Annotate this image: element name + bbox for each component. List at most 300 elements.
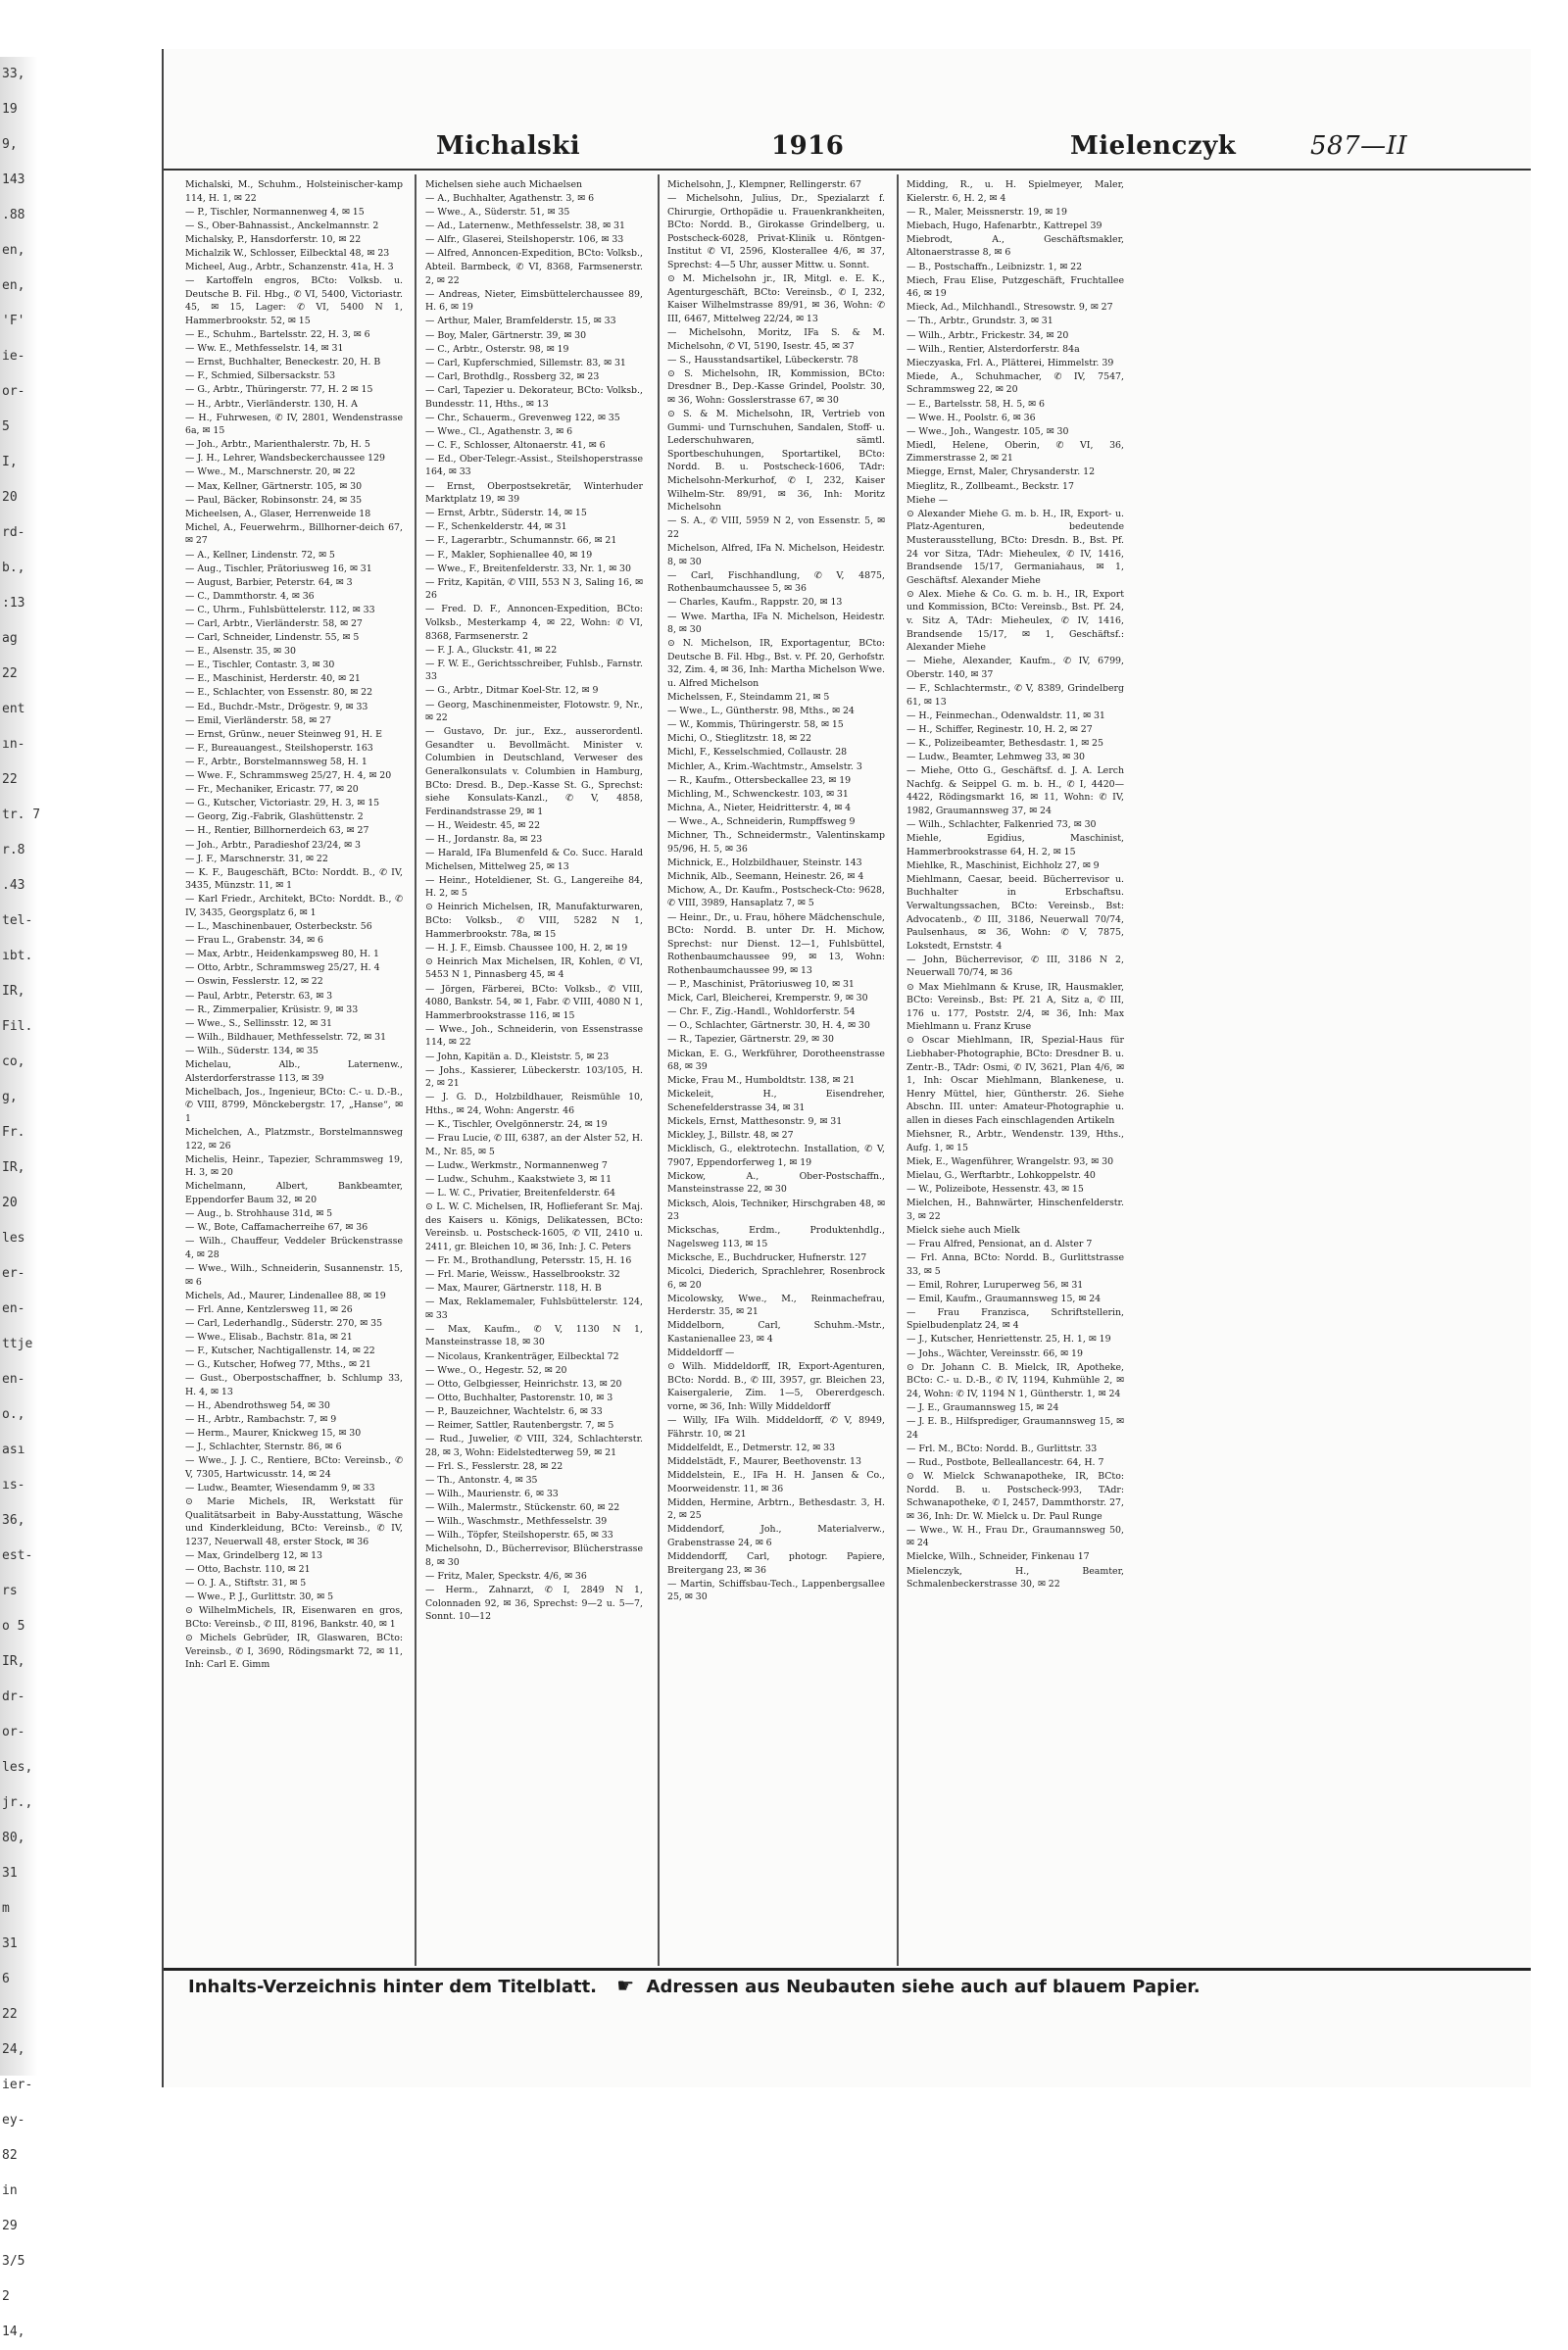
directory-entry: Micksche, E., Buchdrucker, Hufnerstr. 127 — [667, 1251, 867, 1263]
directory-entry: — Wwe., Elisab., Bachstr. 81a, ✉ 21 — [185, 1331, 353, 1343]
margin-fragment: 80, — [2, 1831, 25, 1845]
directory-entry: — Ernst, Arbtr., Süderstr. 14, ✉ 15 — [425, 508, 587, 519]
directory-entry: — John, Bücherrevisor, ✆ III, 3186 N 2, Neuerwall 70/74, ✉ 36 — [906, 954, 1124, 979]
margin-fragment: 6 — [2, 1972, 10, 1986]
margin-fragment: ıs- — [2, 1478, 25, 1493]
margin-fragment: les — [2, 1231, 25, 1246]
directory-entry: — J., Kutscher, Henriettenstr. 25, H. 1, ✉ 19 — [906, 1334, 1111, 1346]
directory-entry: — Herm., Zahnarzt, ✆ I, 2849 N 1, Colonnaden 92, ✉ 36, Sprechst: 9—2 u. 5—7, Sonnt. 10—12 — [425, 1585, 643, 1623]
directory-entry: — Fr. M., Brothandlung, Petersstr. 15, H. 16 — [425, 1254, 632, 1266]
directory-entry: Michelau, Alb., Laternenw., Alsterdorferstrasse 113, ✉ 39 — [185, 1059, 403, 1084]
directory-entry: — Georg, Maschinenmeister, Flotowstr. 9, Nr., ✉ 22 — [425, 699, 643, 724]
directory-entry: — Wilh., Süderstr. 134, ✉ 35 — [185, 1045, 318, 1056]
directory-entry: — Carl, Lederhandlg., Süderstr. 270, ✉ 35 — [185, 1317, 383, 1329]
directory-entry: — Frl. Anna, BCto: Nordd. B., Gurlittstrasse 33, ✉ 5 — [906, 1251, 1124, 1277]
directory-entry: — Paul, Arbtr., Peterstr. 63, ✉ 3 — [185, 990, 333, 1002]
directory-entry: — H., Rentier, Billhornerdeich 63, ✉ 27 — [185, 825, 369, 837]
directory-entry: Micklisch, G., elektrotechn. Installation, ✆ V, 7907, Eppendorferweg 1, ✉ 19 — [667, 1144, 885, 1168]
directory-entry: ⊙ W. Mielck Schwanapotheke, IR, BCto: Nordd. B. u. Postscheck-993, TAdr: Schwanapotheke, ✆ I, 2457, Dammthorstr. 27, ✉ 36, Inh: Dr. W. Mielck u. Dr. Paul Runge — [906, 1470, 1124, 1522]
directory-entry: — Emil, Vierländerstr. 58, ✉ 27 — [185, 714, 331, 726]
header-last-entry: Mielenczyk — [1070, 131, 1237, 161]
directory-entry: — R., Zimmerpalier, Krüsistr. 9, ✉ 33 — [185, 1004, 359, 1015]
directory-entry: — Jörgen, Färberei, BCto: Volksb., ✆ VIII, 4080, Bankstr. 54, ✉ 1, Fabr. ✆ VIII, 4080 N 1, Hammerbrookstrasse 116, ✉ 15 — [425, 983, 643, 1021]
directory-entry: Miehsner, R., Arbtr., Wendenstr. 139, Hths., Aufg. 1, ✉ 15 — [906, 1129, 1124, 1153]
directory-entry: Miehle, Egidius, Maschinist, Hammerbrookstrasse 64, H. 2, ✉ 15 — [906, 833, 1124, 857]
directory-entry: Michi, O., Stieglitzstr. 18, ✉ 22 — [667, 733, 812, 745]
directory-entry: — Joh., Arbtr., Paradieshof 23/24, ✉ 3 — [185, 839, 361, 851]
directory-entry: — Ernst, Buchhalter, Beneckestr. 20, H. B — [185, 357, 381, 368]
directory-entry: — Otto, Bachstr. 110, ✉ 21 — [185, 1563, 311, 1575]
margin-fragment: ası — [2, 1443, 25, 1457]
margin-fragment: r.8 — [2, 843, 25, 857]
margin-fragment: 3/5 — [2, 2254, 25, 2269]
directory-entry: — W., Bote, Caffamacherreihe 67, ✉ 36 — [185, 1222, 368, 1234]
directory-entry: — Wwe., O., Hegestr. 52, ✉ 20 — [425, 1364, 567, 1376]
directory-entry: — F., Bureauangest., Steilshoperstr. 163 — [185, 742, 373, 754]
directory-entry: Michl, F., Kesselschmied, Collaustr. 28 — [667, 747, 848, 759]
directory-entry: — C., Dammthorstr. 4, ✉ 36 — [185, 590, 315, 602]
directory-entry: — Th., Arbtr., Grundstr. 3, ✉ 31 — [906, 316, 1054, 327]
directory-entry: — Michelsohn, Julius, Dr., Spezialarzt f. Chirurgie, Orthopädie u. Frauenkrankheiten, BCto: Nordd. B., Girokasse Grindelberg, u. Postscheck-6028, Privat-Klinik u. Röntgen-Institut ✆ VI, 2596, Klosterallee 4/6, ✉ 37, Sprechst: 4—5 Uhr, ausser Mittw. u. Sonnt. — [667, 193, 885, 271]
margin-fragment: I, — [2, 455, 18, 469]
adjacent-page-margin — [0, 57, 41, 2339]
directory-entry: — John, Kapitän a. D., Kleiststr. 5, ✉ 23 — [425, 1051, 610, 1062]
directory-entry: — Rud., Juwelier, ✆ VIII, 324, Schlachterstr. 28, ✉ 3, Wohn: Eidelstedterweg 59, ✉ 21 — [425, 1434, 643, 1458]
margin-fragment: 14, — [2, 2325, 25, 2339]
directory-entry: — W., Polizeibote, Hessenstr. 43, ✉ 15 — [906, 1183, 1084, 1195]
directory-entry: — J. E., Graumannsweg 15, ✉ 24 — [906, 1401, 1059, 1413]
directory-entry: — C. F., Schlosser, Altonaerstr. 41, ✉ 6 — [425, 439, 606, 451]
directory-entry: Michelsohn, J., Klempner, Rellingerstr. 67 — [667, 179, 861, 190]
directory-entry: ⊙ L. W. C. Michelsen, IR, Hoflieferant Sr. Maj. des Kaisers u. Königs, Delikatessen, BCto: Vereinsb. u. Postscheck-1605, ✆ VII, 2410 u. 2411, gr. Bleichen 10, ✉ 36, Inh: J. C. Peters — [425, 1201, 643, 1252]
column-divider — [658, 174, 660, 1966]
directory-entry: Mielcke, Wilh., Schneider, Finkenau 17 — [906, 1551, 1090, 1563]
directory-entry: — H., Jordanstr. 8a, ✉ 23 — [425, 834, 543, 845]
footer-new-buildings-note: Adressen aus Neubauten siehe auch auf blauem Papier. — [646, 1977, 1200, 1997]
directory-entry: Mielau, G., Werftarbtr., Lohkoppelstr. 40 — [906, 1169, 1096, 1181]
margin-fragment: m — [2, 1901, 10, 1916]
footer-rule — [164, 1968, 1531, 1971]
directory-entry: — Johs., Kassierer, Lübeckerstr. 103/105, H. 2, ✉ 21 — [425, 1064, 643, 1090]
directory-entry: — Miehe, Alexander, Kaufm., ✆ IV, 6799, Oberstr. 140, ✉ 37 — [906, 656, 1124, 680]
directory-entry: — Carl, Tapezier u. Dekorateur, BCto: Volksb., Bundesstr. 11, Hths., ✉ 13 — [425, 384, 643, 410]
directory-entry: Mielchen, H., Bahnwärter, Hinschenfelderstr. 3, ✉ 22 — [906, 1198, 1124, 1222]
directory-entry: — Wilh., Chauffeur, Veddeler Brückenstrasse 4, ✉ 28 — [185, 1236, 403, 1260]
directory-entry: — Emil, Kaufm., Graumannsweg 15, ✉ 24 — [906, 1293, 1102, 1304]
directory-entry: — J. G. D., Holzbildhauer, Reismühle 10, Hths., ✉ 24, Wohn: Angerstr. 46 — [425, 1092, 643, 1116]
directory-entry: Michna, A., Nieter, Heidritterstr. 4, ✉ 4 — [667, 802, 852, 813]
directory-entry: Michler, A., Krim.-Wachtmstr., Amselstr. 3 — [667, 760, 862, 772]
directory-entry: — Frau L., Grabenstr. 34, ✉ 6 — [185, 935, 323, 947]
margin-fragment: rd- — [2, 525, 25, 540]
directory-entry: — E., Bartelsstr. 58, H. 5, ✉ 6 — [906, 398, 1045, 410]
directory-entry: ⊙ Max Miehlmann & Kruse, IR, Hausmakler, BCto: Vereinsb., Bst: Pf. 21 A, Sitz a, ✆ III, 176 u. 177, Poststr. 2/4, ✉ 36, Inh: Max Miehlmann u. Franz Kruse — [906, 981, 1124, 1033]
directory-entry: — Fritz, Kapitän, ✆ VIII, 553 N 3, Saling 16, ✉ 26 — [425, 576, 643, 602]
directory-entry: — Oswin, Fesslerstr. 12, ✉ 22 — [185, 976, 323, 988]
directory-entry: Miech, Frau Elise, Putzgeschäft, Fruchtallee 46, ✉ 19 — [906, 274, 1124, 300]
directory-entry: Miebrodt, A., Geschäftsmakler, Altonaerstrasse 8, ✉ 6 — [906, 233, 1124, 259]
directory-entry: — Alfr., Glaserei, Steilshoperstr. 106, ✉ 33 — [425, 234, 624, 246]
margin-fragment: 20 — [2, 490, 18, 505]
directory-entry: — F., Lagerarbtr., Schumannstr. 66, ✉ 21 — [425, 535, 617, 547]
directory-entry: — Carl, Schneider, Lindenstr. 55, ✉ 5 — [185, 632, 360, 644]
margin-fragment: 29 — [2, 2219, 18, 2233]
directory-entry: — S., Ober-Bahnassist., Anckelmannstr. 2 — [185, 220, 379, 231]
directory-entry: Middelborn, Carl, Schuhm.-Mstr., Kastanienallee 23, ✉ 4 — [667, 1320, 885, 1345]
directory-entry: — O. J. A., Stiftstr. 31, ✉ 5 — [185, 1578, 307, 1590]
page-number: 587—II — [1310, 131, 1408, 161]
header-rule — [164, 169, 1531, 171]
margin-fragment: est- — [2, 1548, 33, 1563]
directory-entry: — F., Makler, Sophienallee 40, ✉ 19 — [425, 549, 593, 561]
directory-entry: Michelmann, Albert, Bankbeamter, Eppendorfer Baum 32, ✉ 20 — [185, 1181, 403, 1205]
directory-entry: — F., Schenkelderstr. 44, ✉ 31 — [425, 521, 567, 533]
directory-entry: — Frl. Marie, Weissw., Hasselbrookstr. 32 — [425, 1269, 620, 1280]
margin-fragment: o., — [2, 1407, 25, 1422]
directory-entry: — F. J. A., Gluckstr. 41, ✉ 22 — [425, 644, 558, 656]
directory-entry: — J., Schlachter, Sternstr. 86, ✉ 6 — [185, 1442, 342, 1453]
directory-entry: — Herm., Maurer, Knickweg 15, ✉ 30 — [185, 1428, 362, 1440]
margin-fragment: tr. 7 — [2, 808, 41, 822]
directory-entry: — G., Kutscher, Victoriastr. 29, H. 3, ✉ 15 — [185, 798, 380, 809]
directory-entry: — S. A., ✆ VIII, 5959 N 2, von Essenstr. 5, ✉ 22 — [667, 515, 885, 540]
directory-entry: — Gust., Oberpostschaffner, b. Schlump 33, H. 4, ✉ 13 — [185, 1373, 403, 1397]
directory-entry: — E., Alsenstr. 35, ✉ 30 — [185, 646, 296, 658]
directory-entry: — G., Arbtr., Thüringerstr. 77, H. 2 ✉ 15 — [185, 384, 373, 396]
directory-entry: — Emil, Rohrer, Luruperweg 56, ✉ 31 — [906, 1279, 1084, 1291]
directory-entry: — Wilh., Malermstr., Stückenstr. 60, ✉ 22 — [425, 1502, 620, 1514]
column-3 — [667, 178, 885, 1962]
directory-entry: Mickow, A., Ober-Postschaffn., Mansteinstrasse 22, ✉ 30 — [667, 1170, 885, 1196]
margin-fragment: ie- — [2, 349, 25, 364]
directory-entry: Mickeleit, H., Eisendreher, Schenefelderstrasse 34, ✉ 31 — [667, 1089, 885, 1113]
directory-entry: — Wwe., S., Sellinsstr. 12, ✉ 31 — [185, 1017, 332, 1029]
margin-fragment: les, — [2, 1760, 33, 1775]
margin-fragment: co, — [2, 1054, 25, 1069]
directory-entry: ⊙ N. Michelson, IR, Exportagentur, BCto: Deutsche B. Fil. Hbg., Bst. v. Pf. 20, Gerhofstr. 32, Zim. 4, ✉ 36, Inh: Martha Michelson Wwe. u. Alfred Michelson — [667, 638, 885, 689]
directory-entry: — Otto, Buchhalter, Pastorenstr. 10, ✉ 3 — [425, 1392, 613, 1403]
directory-entry: — Rud., Postbote, Belleallancestr. 64, H. 7 — [906, 1456, 1104, 1468]
directory-entry: Michnik, Alb., Seemann, Heinestr. 26, ✉ 4 — [667, 870, 864, 882]
margin-fragment: en- — [2, 1301, 25, 1316]
directory-entry: — Carl, Kupferschmied, Sillemstr. 83, ✉ 31 — [425, 357, 626, 368]
directory-entry: — Ludw., Schuhm., Kaakstwiete 3, ✉ 11 — [425, 1173, 612, 1185]
column-1 — [185, 178, 403, 1962]
directory-entry: Micheel, Aug., Arbtr., Schanzenstr. 41a, H. 3 — [185, 262, 394, 273]
directory-entry: Michow, A., Dr. Kaufm., Postscheck-Cto: 9628, ✆ VIII, 3989, Hansaplatz 7, ✉ 5 — [667, 884, 885, 909]
margin-fragment: en, — [2, 243, 25, 258]
directory-entry: — Frau Alfred, Pensionat, an d. Alster 7 — [906, 1238, 1093, 1249]
directory-entry: Michnick, E., Holzbildhauer, Steinstr. 143 — [667, 857, 862, 868]
directory-entry: ⊙ Oscar Miehlmann, IR, Spezial-Haus für Liebhaber-Photographie, BCto: Dresdner B. u. Zentr.-B., TAdr: Osmi, ✆ IV, 3621, Plan 4/6, ✉ 1, Inh: Oscar Miehlmann, Blankenese, u. Henry Müttel, hier, Güntherstr. 26. Siehe Abschn. III. unter: Amateur-Photographie u. allen in dieses Fach einschlagenden Artikeln — [906, 1035, 1124, 1126]
directory-entry: — Andreas, Nieter, Eimsbüttelerchaussee 89, H. 6, ✉ 19 — [425, 288, 643, 314]
directory-entry: — Wwe., Cl., Agathenstr. 3, ✉ 6 — [425, 425, 573, 437]
directory-entry: — H., Arbtr., Rambachstr. 7, ✉ 9 — [185, 1413, 337, 1425]
directory-entry: — K. F., Baugeschäft, BCto: Norddt. B., ✆ IV, 3435, Münzstr. 11, ✉ 1 — [185, 866, 403, 892]
directory-entry: — C., Uhrm., Fuhlsbüttelerstr. 112, ✉ 33 — [185, 604, 375, 615]
directory-entry: — Ernst, Grünw., neuer Steinweg 91, H. E — [185, 728, 382, 740]
directory-entry: Michelchen, A., Platzmstr., Borstelmannsweg 122, ✉ 26 — [185, 1126, 403, 1151]
directory-entry: — H., Weidestr. 45, ✉ 22 — [425, 819, 541, 831]
directory-entry: — Aug., Tischler, Prätoriusweg 16, ✉ 31 — [185, 563, 372, 574]
directory-entry: — Otto, Gelbgiesser, Heinrichstr. 13, ✉ 20 — [425, 1378, 622, 1390]
directory-entry: Michelssen, F., Steindamm 21, ✉ 5 — [667, 692, 830, 704]
directory-entry: — Ed., Buchdr.-Mstr., Drögestr. 9, ✉ 33 — [185, 701, 368, 712]
directory-entry: Mieczyaska, Frl. A., Plätterei, Himmelstr. 39 — [906, 357, 1114, 368]
directory-entry: — Paul, Bäcker, Robinsonstr. 24, ✉ 35 — [185, 494, 363, 506]
directory-entry: ⊙ Alexander Miehe G. m. b. H., IR, Export- u. Platz-Agenturen, bedeutende Musterausstellung, BCto: Dresdn. B., Bst. Pf. 24 vor Sitza, TAdr: Mieheulex, ✆ IV, 1416, Brandsende 15/17, Germaniahaus, ✉ 1, Geschäftsf. Alexander Miehe — [906, 508, 1124, 586]
directory-entry: — A., Kellner, Lindenstr. 72, ✉ 5 — [185, 549, 335, 561]
directory-entry: Micke, Frau M., Humboldtstr. 138, ✉ 21 — [667, 1075, 856, 1087]
margin-fragment: 31 — [2, 1866, 18, 1881]
directory-entry: — Gustavo, Dr. jur., Exz., ausserordentl. Gesandter u. Bevollmächt. Minister v. Columbien in Deutschland, Verweser des Generalkonsulats v. Columbien in Hamburg, BCto: Dresd. B., Dep.-Kasse St. G., Sprechst: siehe Konsulats-Kanzl., ✆ V, 4858, Ferdinandstrasse 29, ✉ 1 — [425, 726, 643, 817]
directory-entry: Miede, A., Schuhmacher, ✆ IV, 7547, Schrammsweg 22, ✉ 20 — [906, 370, 1124, 396]
directory-entry: Miegge, Ernst, Maler, Chrysanderstr. 12 — [906, 466, 1096, 478]
directory-entry: — F., Arbtr., Borstelmannsweg 58, H. 1 — [185, 756, 368, 767]
directory-entry: Michelis, Heinr., Tapezier, Schrammsweg 19, H. 3, ✉ 20 — [185, 1153, 403, 1179]
directory-entry: — Chr., Schauerm., Grevenweg 122, ✉ 35 — [425, 412, 620, 423]
directory-entry: Michner, Th., Schneidermstr., Valentinskamp 95/96, H. 5, ✉ 36 — [667, 830, 885, 855]
margin-fragment: ıbt. — [2, 949, 33, 963]
directory-entry: — Georg, Zig.-Fabrik, Glashüttenstr. 2 — [185, 811, 364, 823]
directory-entry: — Frau Lucie, ✆ III, 6387, an der Alster 52, H. M., Nr. 85, ✉ 5 — [425, 1133, 643, 1157]
directory-entry: ⊙ Dr. Johann C. B. Mielck, IR, Apotheke, BCto: C.- u. D.-B., ✆ IV, 1194, Kuhmühle 2, ✉ 24, Wohn: ✆ IV, 1194 N 1, Güntherstr. 1, ✉ 24 — [906, 1361, 1124, 1399]
directory-entry: — Joh., Arbtr., Marienthalerstr. 7b, H. 5 — [185, 439, 370, 451]
directory-entry: — P., Maschinist, Prätoriusweg 10, ✉ 31 — [667, 979, 855, 991]
directory-entry: Mielenczyk, H., Beamter, Schmalenbeckerstrasse 30, ✉ 22 — [906, 1565, 1124, 1591]
directory-entry: — Fred. D. F., Annoncen-Expedition, BCto: Volksb., Mesterkamp 4, ✉ 22, Wohn: ✆ VI, 8368, Farmsenerstr. 2 — [425, 604, 643, 642]
margin-fragment: 33, — [2, 67, 25, 81]
directory-entry: — E., Schuhm., Bartelsstr. 22, H. 3, ✉ 6 — [185, 329, 370, 341]
margin-fragment: en, — [2, 278, 25, 293]
directory-entry: — Johs., Wächter, Vereinsstr. 66, ✉ 19 — [906, 1347, 1083, 1359]
margin-fragment: IR, — [2, 1654, 25, 1669]
margin-fragment: 19 — [2, 102, 18, 117]
directory-entry: — Ernst, Oberpostsekretär, Winterhuder Marktplatz 19, ✉ 39 — [425, 480, 643, 506]
directory-entry: — Wilh., Bildhauer, Methfesselstr. 72, ✉ 31 — [185, 1031, 387, 1043]
margin-fragment: 82 — [2, 2148, 18, 2163]
directory-entry: — Nicolaus, Krankenträger, Eilbecktal 72 — [425, 1350, 619, 1362]
directory-entry: Miehlmann, Caesar, beeid. Bücherrevisor u. Buchhalter in Erbschaftsu. Verwaltungssachen, BCto: Vereinsb., Bst: Advocatenb., ✆ III, 3186, Neuerwall 70/74, Paulsenhaus, ✉ 36, Wohn: ✆ V, 7875, Lokstedt, Ernststr. 4 — [906, 873, 1124, 952]
directory-entry: — W., Kommis, Thüringerstr. 58, ✉ 15 — [667, 719, 844, 731]
directory-entry: — F., Schlachtermstr., ✆ V, 8389, Grindelberg 61, ✉ 13 — [906, 682, 1124, 708]
directory-entry: — Wwe., J. J. C., Rentiere, BCto: Vereinsb., ✆ V, 7305, Hartwicusstr. 14, ✉ 24 — [185, 1455, 403, 1480]
directory-entry: Micolowsky, Wwe., M., Reinmachefrau, Herderstr. 35, ✉ 21 — [667, 1293, 885, 1318]
directory-entry: Miek, E., Wagenführer, Wrangelstr. 93, ✉ 30 — [906, 1155, 1114, 1167]
directory-entry: — Charles, Kaufm., Rappstr. 20, ✉ 13 — [667, 597, 843, 609]
directory-entry: — Max, Reklamemaler, Fuhlsbüttelerstr. 124, ✉ 33 — [425, 1297, 643, 1321]
directory-entry: — Wwe., W. H., Frau Dr., Graumannsweg 50, ✉ 24 — [906, 1524, 1124, 1549]
directory-entry: Michalzik W., Schlosser, Eilbecktal 48, ✉ 23 — [185, 247, 390, 259]
directory-entry: — Carl, Fischhandlung, ✆ V, 4875, Rothenbaumchaussee 5, ✉ 36 — [667, 569, 885, 595]
header-first-entry: Michalski — [436, 131, 581, 161]
margin-fragment: tel- — [2, 913, 33, 928]
directory-entry: Michling, M., Schwenckestr. 103, ✉ 31 — [667, 788, 849, 800]
margin-fragment: 143 — [2, 172, 25, 187]
directory-entry: Michelsohn, D., Bücherrevisor, Blücherstrasse 8, ✉ 30 — [425, 1543, 643, 1568]
directory-entry: — Martin, Schiffsbau-Tech., Lappenbergsallee 25, ✉ 30 — [667, 1578, 885, 1603]
margin-fragment: Fil. — [2, 1019, 33, 1034]
directory-entry: ⊙ Alex. Miehe & Co. G. m. b. H., IR, Export und Kommission, BCto: Vereinsb., Bst. Pf. 24, v. Sitz A, TAdr: Mieheulex, ✆ IV, 1416, Brandsende 15/17, ✉ 1, Geschäftsf.: Alexander Miehe — [906, 588, 1124, 654]
directory-entry: — Harald, IFa Blumenfeld & Co. Succ. Harald Michelsen, Mittelweg 25, ✉ 13 — [425, 848, 643, 872]
directory-entry: — August, Barbier, Peterstr. 64, ✉ 3 — [185, 576, 353, 588]
directory-entry: — Willy, IFa Wilh. Middeldorff, ✆ V, 8949, Fährstr. 10, ✉ 21 — [667, 1415, 885, 1440]
directory-entry: — S., Hausstandsartikel, Lübeckerstr. 78 — [667, 354, 858, 366]
directory-entry: — Wwe., A., Schneiderin, Rumpffsweg 9 — [667, 815, 856, 827]
directory-entry: — P., Tischler, Normannenweg 4, ✉ 15 — [185, 206, 365, 218]
directory-entry: ⊙ Heinrich Michelsen, IR, Manufakturwaren, BCto: Volksb., ✆ VIII, 5282 N 1, Hammerbrookstr. 78a, ✉ 15 — [425, 902, 643, 940]
directory-entry: Mickschas, Erdm., Produktenhdlg., Nagelsweg 113, ✉ 15 — [667, 1225, 885, 1249]
margin-fragment: ın- — [2, 737, 25, 752]
margin-fragment: 22 — [2, 772, 18, 787]
directory-entry: — Frl. S., Fesslerstr. 28, ✉ 22 — [425, 1460, 564, 1472]
directory-entry: — E., Tischler, Contastr. 3, ✉ 30 — [185, 660, 335, 671]
margin-fragment: .88 — [2, 208, 25, 222]
directory-entry: — B., Postschaffn., Leibnizstr. 1, ✉ 22 — [906, 261, 1083, 272]
directory-entry: — F., Kutscher, Nachtigallenstr. 14, ✉ 22 — [185, 1345, 375, 1356]
directory-entry: — J. E. B., Hilfsprediger, Graumannsweg 15, ✉ 24 — [906, 1416, 1124, 1441]
directory-entry: — Fritz, Maler, Speckstr. 4/6, ✉ 36 — [425, 1571, 587, 1583]
running-header — [164, 127, 1531, 167]
margin-fragment: er- — [2, 1266, 25, 1281]
directory-entry: — Frl. Anne, Kentzlersweg 11, ✉ 26 — [185, 1303, 353, 1315]
directory-entry: — Wwe., A., Süderstr. 51, ✉ 35 — [425, 207, 570, 219]
directory-entry: — Kartoffeln engros, BCto: Volksb. u. Deutsche B. Fil. Hbg., ✆ VI, 5400, Victoriastr. 45, ✉ 15, Lager: ✆ VI, 5400 N 1, Hammerbrookstr. 52, ✉ 15 — [185, 275, 403, 326]
margin-fragment: 20 — [2, 1196, 18, 1210]
margin-fragment: b., — [2, 561, 25, 575]
directory-entry: — J. H., Lehrer, Wandsbeckerchaussee 129 — [185, 453, 385, 465]
column-divider — [415, 174, 416, 1966]
directory-entry: Middelstädt, F., Maurer, Beethovenstr. 13 — [667, 1455, 861, 1467]
directory-entry: — Th., Antonstr. 4, ✉ 35 — [425, 1474, 538, 1486]
directory-entry: — K., Polizeibeamter, Bethesdastr. 1, ✉ 25 — [906, 737, 1103, 749]
directory-entry: Mieglitz, R., Zollbeamt., Beckstr. 17 — [906, 480, 1074, 492]
margin-fragment: ttje — [2, 1337, 33, 1351]
directory-entry: — Ludw., Beamter, Wiesendamm 9, ✉ 33 — [185, 1482, 375, 1493]
margin-fragment: rs — [2, 1584, 18, 1598]
margin-fragment: :13 — [2, 596, 25, 611]
directory-entry: — Wwe. Martha, IFa N. Michelson, Heidestr. 8, ✉ 30 — [667, 611, 885, 636]
directory-entry: Michelbach, Jos., Ingenieur, BCto: C.- u. D.-B., ✆ VIII, 8799, Mönckebergstr. 17, „Hanse“, ✉ 1 — [185, 1086, 403, 1124]
column-4 — [906, 178, 1124, 1962]
header-year: 1916 — [771, 131, 845, 161]
directory-entry: — G., Kutscher, Hofweg 77, Mths., ✉ 21 — [185, 1359, 371, 1371]
directory-entry: — Wilh., Töpfer, Steilshoperstr. 65, ✉ 33 — [425, 1530, 613, 1542]
margin-fragment: IR, — [2, 1160, 25, 1175]
directory-entry: — Heinr., Hoteldiener, St. G., Langereihe 84, H. 2, ✉ 5 — [425, 874, 643, 900]
directory-entry: — L. W. C., Privatier, Breitenfelderstr. 64 — [425, 1187, 615, 1199]
directory-entry: — F., Schmied, Silbersackstr. 53 — [185, 370, 336, 382]
directory-entry: — Reimer, Sattler, Rautenbergstr. 7, ✉ 5 — [425, 1420, 614, 1432]
margin-fragment: o 5 — [2, 1619, 25, 1634]
margin-fragment: or- — [2, 1725, 25, 1739]
margin-fragment: 'F' — [2, 314, 25, 328]
directory-entry: — Carl, Brothdlg., Rossberg 32, ✉ 23 — [425, 370, 600, 382]
directory-entry: — Ed., Ober-Telegr.-Assist., Steilshoperstrasse 164, ✉ 33 — [425, 453, 643, 478]
directory-entry: Mick, Carl, Bleicherei, Kremperstr. 9, ✉ 30 — [667, 993, 868, 1004]
directory-entry: — R., Kaufm., Ottersbeckallee 23, ✉ 19 — [667, 774, 852, 786]
margin-fragment: ier- — [2, 2078, 33, 2092]
directory-entry: Mickan, E. G., Werkführer, Dorotheenstrasse 68, ✉ 39 — [667, 1048, 885, 1073]
directory-entry: Micksch, Alois, Techniker, Hirschgraben 48, ✉ 23 — [667, 1198, 885, 1223]
directory-entry: Miehe — — [906, 494, 949, 506]
directory-entry: Mickley, J., Billstr. 48, ✉ 27 — [667, 1130, 794, 1142]
footer-notice — [188, 1974, 1531, 1997]
directory-entry: — Boy, Maler, Gärtnerstr. 39, ✉ 30 — [425, 329, 587, 341]
directory-entry: ⊙ Marie Michels, IR, Werkstatt für Qualitätsarbeit in Baby-Ausstattung, Wäsche und Kinderkleidung, BCto: Vereinsb., ✆ IV, 1237, Neuerwall 48, erster Stock, ✉ 36 — [185, 1496, 403, 1547]
pointing-hand-icon: ☛ — [616, 1974, 635, 1997]
directory-entry: — K., Tischler, Ovelgönnerstr. 24, ✉ 19 — [425, 1118, 608, 1130]
margin-fragment: 9, — [2, 137, 18, 152]
directory-entry: Middendorf, Joh., Materialverw., Grabenstrasse 24, ✉ 6 — [667, 1524, 885, 1548]
directory-entry: — Wwe., M., Marschnerstr. 20, ✉ 22 — [185, 466, 356, 478]
directory-entry: — Alfred, Annoncen-Expedition, BCto: Volksb., Abteil. Barmbeck, ✆ VI, 8368, Farmsenerstr. 2, ✉ 22 — [425, 248, 643, 286]
directory-entry: — Max, Grindelberg 12, ✉ 13 — [185, 1549, 323, 1561]
margin-fragment: 24, — [2, 2042, 25, 2057]
directory-entry: — Heinr., Dr., u. Frau, höhere Mädchenschule, BCto: Nordd. B. unter Dr. H. Michow, Sprechst: nur Dienst. 12—1, Fuhlsbüttel, Rothenbaumchaussee 99, ✉ 13, Wohn: Rothenbaumchaussee 99, ✉ 13 — [667, 911, 885, 976]
directory-entry: — Michelsohn, Moritz, IFa S. & M. Michelsohn, ✆ VI, 5190, Isestr. 45, ✉ 37 — [667, 327, 885, 352]
directory-entry: — Wwe., Wilh., Schneiderin, Susannenstr. 15, ✉ 6 — [185, 1262, 403, 1288]
directory-entry: — Wilh., Arbtr., Frickestr. 34, ✉ 20 — [906, 329, 1069, 341]
directory-entry: Michelsen siehe auch Michaelsen — [425, 179, 583, 190]
directory-entry: Michel, A., Feuerwehrm., Billhorner-deich 67, ✉ 27 — [185, 521, 403, 547]
directory-entry: — E., Maschinist, Herderstr. 40, ✉ 21 — [185, 673, 361, 685]
margin-fragment: 5 — [2, 419, 10, 434]
directory-entry: — G., Arbtr., Ditmar Koel-Str. 12, ✉ 9 — [425, 685, 599, 697]
margin-fragment: en- — [2, 1372, 25, 1387]
directory-entry: — Wwe., F., Breitenfelderstr. 33, Nr. 1, ✉ 30 — [425, 563, 631, 574]
directory-entry: — J. F., Marschnerstr. 31, ✉ 22 — [185, 853, 328, 864]
directory-entry: — Max, Arbtr., Heidenkampsweg 80, H. 1 — [185, 949, 380, 960]
directory-entry: Michalsky, P., Hansdorferstr. 10, ✉ 22 — [185, 233, 362, 245]
directory-entry: — F. W. E., Gerichtsschreiber, Fuhlsb., Farnstr. 33 — [425, 658, 643, 683]
directory-entry: — Wilh., Schlachter, Falkenried 73, ✉ 30 — [906, 818, 1097, 830]
margin-fragment: or- — [2, 384, 25, 399]
directory-entry: Middeldorff — — [667, 1347, 735, 1359]
margin-fragment: ag — [2, 631, 18, 646]
directory-entry: — Wwe., Joh., Schneiderin, von Essenstrasse 114, ✉ 22 — [425, 1023, 643, 1049]
directory-entry: ⊙ Wilh. Middeldorff, IR, Export-Agenturen, BCto: Nordd. B., ✆ III, 3957, gr. Bleichen 23, Kaisergalerie, Zim. 1—5, Obererdgesch. vorne, ✉ 36, Inh: Willy Middeldorff — [667, 1361, 885, 1412]
directory-entry: — Wwe. H., Poolstr. 6, ✉ 36 — [906, 412, 1036, 423]
directory-entry: — Miehe, Otto G., Geschäftsf. d. J. A. Lerch Nachfg. & Seippel G. m. b. H., ✆ I, 4420—4422, Rödingsmarkt 16, ✉ 11, Wohn: ✆ IV, 1982, Graumannsweg 37, ✉ 24 — [906, 765, 1124, 816]
directory-entry: Michels, Ad., Maurer, Lindenallee 88, ✉ 19 — [185, 1290, 386, 1301]
directory-entry: Michelson, Alfred, IFa N. Michelson, Heidestr. 8, ✉ 30 — [667, 543, 885, 567]
directory-entry: — Karl Friedr., Architekt, BCto: Norddt. B., ✆ IV, 3435, Georgsplatz 6, ✉ 1 — [185, 894, 403, 918]
directory-entry: Middendorff, Carl, photogr. Papiere, Breitergang 23, ✉ 36 — [667, 1550, 885, 1576]
directory-entry: — Wilh., Rentier, Alsterdorferstr. 84a — [906, 343, 1080, 355]
margin-fragment: jr., — [2, 1795, 33, 1810]
margin-fragment: in — [2, 2183, 18, 2198]
margin-fragment: .43 — [2, 878, 25, 893]
directory-entry: — H., Feinmechan., Odenwaldstr. 11, ✉ 31 — [906, 710, 1105, 721]
directory-entry: — Max, Kellner, Gärtnerstr. 105, ✉ 30 — [185, 480, 363, 492]
directory-entry: — R., Tapezier, Gärtnerstr. 29, ✉ 30 — [667, 1034, 834, 1046]
directory-entry: — Wwe. F., Schrammsweg 25/27, H. 4, ✉ 20 — [185, 770, 392, 782]
directory-entry: — Ww. E., Methfesselstr. 14, ✉ 31 — [185, 343, 344, 355]
margin-fragment: 2 — [2, 2289, 10, 2304]
directory-entry: Micolci, Diederich, Sprachlehrer, Rosenbrock 6, ✉ 20 — [667, 1266, 885, 1291]
directory-entry: ⊙ Michels Gebrüder, IR, Glaswaren, BCto: Vereinsb., ✆ I, 3690, Rödingsmarkt 72, ✉ 11, Inh: Carl E. Gimm — [185, 1632, 403, 1671]
directory-entry: — Ad., Laternenw., Methfesselstr. 38, ✉ 31 — [425, 220, 625, 232]
directory-entry: Midden, Hermine, Arbtrn., Bethesdastr. 3, H. 2, ✉ 25 — [667, 1496, 885, 1522]
directory-entry: — Wwe., L., Güntherstr. 98, Mths., ✉ 24 — [667, 706, 855, 717]
directory-entry: Middelstein, E., IFa H. H. Jansen & Co., Moorweidenstr. 11, ✉ 36 — [667, 1469, 885, 1494]
margin-fragment: Fr. — [2, 1125, 25, 1140]
column-2 — [425, 178, 643, 1962]
directory-entry: Mickels, Ernst, Matthesonstr. 9, ✉ 31 — [667, 1115, 843, 1127]
directory-entry: — Aug., b. Strohhause 31d, ✉ 5 — [185, 1208, 333, 1220]
directory-entry: — Wwe., Joh., Wangestr. 105, ✉ 30 — [906, 425, 1069, 437]
